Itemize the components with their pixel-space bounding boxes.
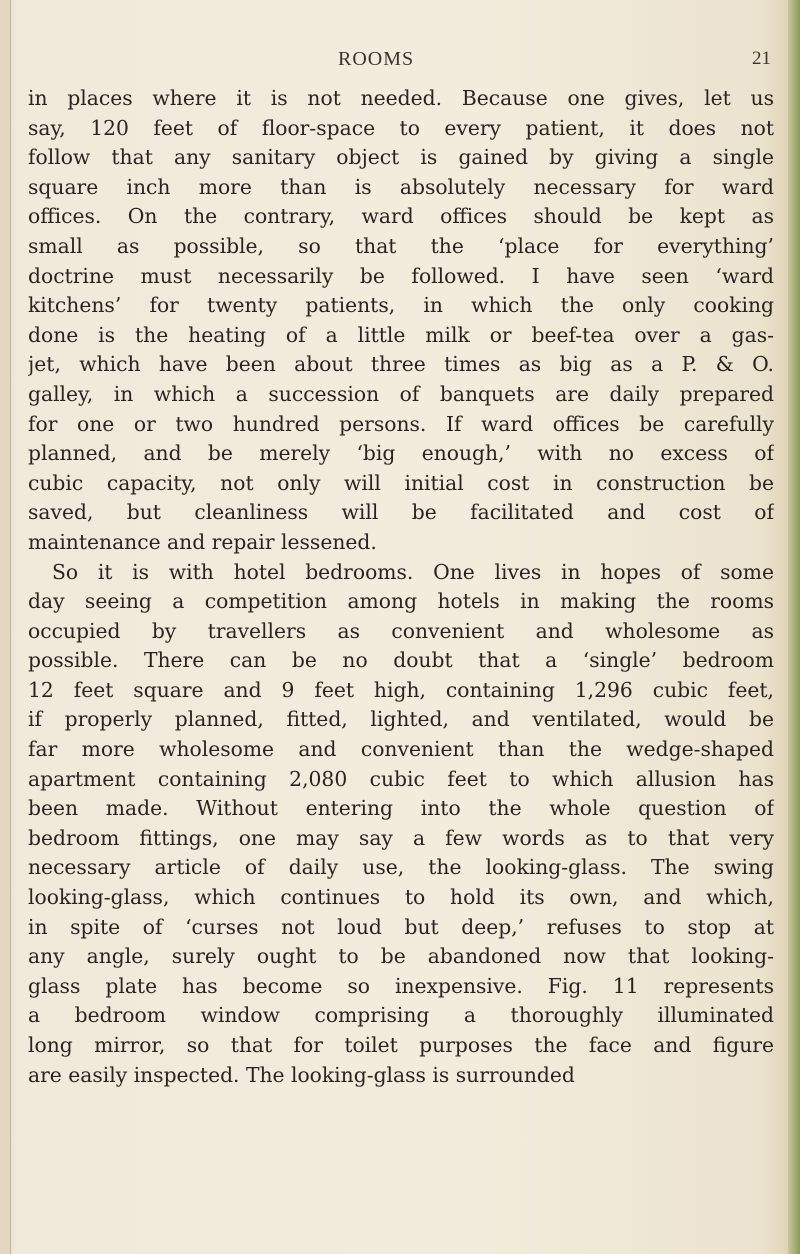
text-line: saved, but cleanliness will be facilitated and cost of [28, 500, 774, 525]
text-line: jet, which have been about three times as big as a P. & O. [28, 352, 774, 377]
text-line: bedroom fittings, one may say a few words as to that very [28, 825, 774, 850]
text-line: long mirror, so that for toilet purposes the face and figure [28, 1033, 774, 1057]
text-line: galley, in which a succession of banquets are daily prepared [28, 381, 774, 406]
text-line: far more wholesome and convenient than the wedge-shaped [28, 737, 774, 762]
text-line: in places where it is not needed. Because one gives, let us [28, 86, 774, 110]
text-line: if properly planned, fitted, lighted, and ventilated, would be [28, 707, 774, 732]
text-line: square inch more than is absolutely necessary for ward [28, 174, 774, 199]
text-line: in spite of ‘curses not loud but deep,’ refuses to stop at [28, 914, 774, 939]
text-line: are easily inspected. The looking-glass is surrounded [28, 1062, 575, 1087]
text-line: been made. Without entering into the whole question of [28, 796, 774, 821]
text-line: done is the heating of a little milk or beef-tea over a gas- [28, 322, 774, 347]
text-line: follow that any sanitary object is gained by giving a single [28, 145, 774, 170]
text-line: offices. On the contrary, ward offices should be kept as [28, 204, 774, 229]
page-number: 21 [752, 48, 771, 69]
text-line: a bedroom window comprising a thoroughly illuminated [28, 1003, 774, 1028]
page-right-edge [788, 0, 800, 1254]
text-line: for one or two hundred persons. If ward offices be carefully [28, 411, 774, 436]
running-title: ROOMS [338, 48, 415, 70]
text-line: maintenance and repair lessened. [28, 529, 377, 554]
running-head [0, 48, 800, 78]
text-line: So it is with hotel bedrooms. One lives in hopes of some [52, 559, 774, 584]
text-line: 12 feet square and 9 feet high, containing 1,296 cubic feet, [28, 677, 774, 702]
text-line: doctrine must necessarily be followed. I have seen ‘ward [28, 263, 774, 288]
text-line: necessary article of daily use, the looking-glass. The swing [28, 855, 774, 880]
body-text [28, 84, 774, 1090]
text-line: apartment containing 2,080 cubic feet to which allusion has [28, 766, 774, 791]
text-line: looking-glass, which continues to hold its own, and which, [28, 885, 774, 910]
text-line: possible. There can be no doubt that a ‘single’ bedroom [28, 648, 774, 673]
text-line: day seeing a competition among hotels in making the rooms [28, 589, 774, 614]
text-line: kitchens’ for twenty patients, in which the only cooking [28, 293, 774, 318]
text-line: planned, and be merely ‘big enough,’ with no excess of [28, 441, 774, 466]
page-left-edge [0, 0, 11, 1254]
text-line: occupied by travellers as convenient and wholesome as [28, 618, 774, 643]
text-line: cubic capacity, not only will initial cost in construction be [28, 470, 774, 495]
text-line: glass plate has become so inexpensive. Fig. 11 represents [28, 973, 774, 998]
text-line: any angle, surely ought to be abandoned now that looking- [28, 944, 774, 969]
text-line: small as possible, so that the ‘place for everything’ [28, 233, 774, 258]
text-line: say, 120 feet of floor-space to every patient, it does not [28, 115, 774, 140]
